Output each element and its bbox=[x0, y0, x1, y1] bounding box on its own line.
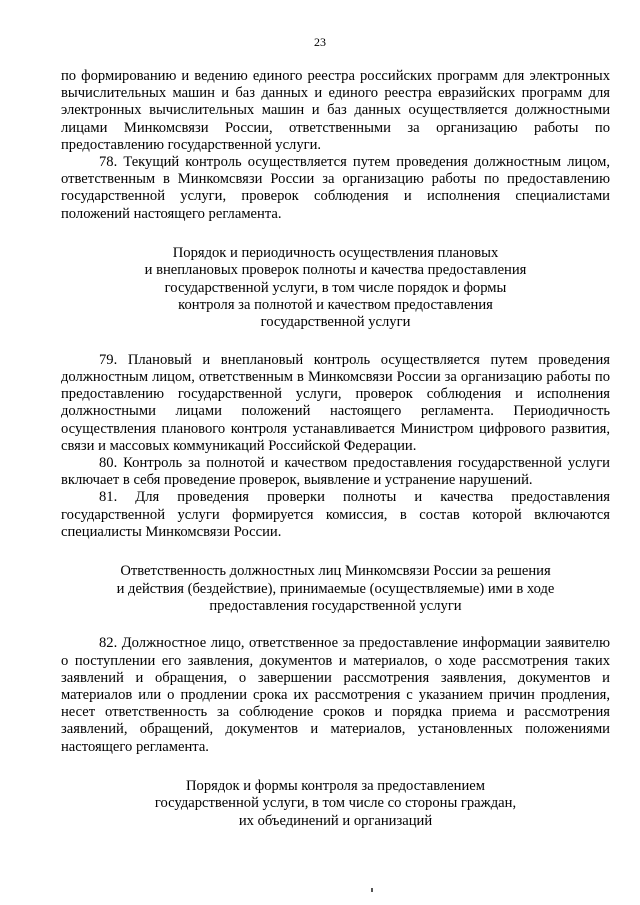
heading-line: Порядок и периодичность осуществления плановых bbox=[172, 244, 499, 261]
paragraph-81: 81. Для проведения проверки полноты и качества предоставления государственной услуги формируется комиссия, в состав которой включаются специалисты Минкомсвязи России. bbox=[61, 489, 610, 540]
section-heading-control-forms bbox=[61, 778, 610, 830]
heading-line: государственной услуги, в том числе порядок и формы bbox=[164, 279, 507, 296]
document-body bbox=[61, 68, 610, 830]
heading-line: их объединений и организаций bbox=[238, 812, 433, 829]
heading-line: предоставления государственной услуги bbox=[209, 597, 462, 614]
paragraph-80: 80. Контроль за полнотой и качеством предоставления государственной услуги включает в себя проведение проверок, выявление и устранение нарушений. bbox=[61, 455, 610, 489]
section-heading-responsibility bbox=[61, 563, 610, 615]
heading-line: и действия (бездействие), принимаемые (осуществляемые) ими в ходе bbox=[116, 580, 555, 597]
heading-line: Ответственность должностных лиц Минкомсвязи России за решения bbox=[120, 563, 551, 580]
scan-artifact bbox=[371, 888, 373, 892]
heading-line: контроля за полнотой и качеством предоставления bbox=[178, 297, 493, 314]
paragraph-78: 78. Текущий контроль осуществляется путем проведения должностным лицом, ответственным в Минкомсвязи России за организацию работы по предоставлению государственной услуги, проверок соблюдения и исполнения специалистами положений настоящего регламента. bbox=[61, 154, 610, 222]
paragraph-continuation: по формированию и ведению единого реестра российских программ для электронных вычислительных машин и баз данных и единого реестра евразийских программ для электронных вычислительных машин и баз данных осуществляется должностными лицами Минкомсвязи России, ответственными за организацию работы по предоставлению государственной услуги. bbox=[61, 68, 610, 153]
heading-line: государственной услуги, в том числе со стороны граждан, bbox=[154, 795, 517, 812]
paragraph-79: 79. Плановый и внеплановый контроль осуществляется путем проведения должностным лицом, ответственным в Минкомсвязи России за организацию работы по предоставлению государственной услуги, проверок соблюдения и исполнения должностными лицами положений настоящего регламента. Периодичность осуществления планового контроля устанавливается Министром цифрового развития, связи и массовых коммуникаций Российской Федерации. bbox=[61, 351, 610, 454]
heading-line: государственной услуги bbox=[260, 314, 411, 331]
paragraph-82: 82. Должностное лицо, ответственное за предоставление информации заявителю о поступлении его заявления, документов и материалов, о ходе рассмотрения таких заявлений и обращения, о завершении рассмотрения заявления, документов и материалов или о продлении срока их рассмотрения с указанием причин продления, несет ответственность за соблюдение сроков и порядка приема и рассмотрения заявлений, обращений, документов и материалов, установленных положениями настоящего регламента. bbox=[61, 635, 610, 755]
section-heading-planned-checks bbox=[61, 245, 610, 332]
page-number: 23 bbox=[314, 35, 326, 49]
heading-line: и внеплановых проверок полноты и качества предоставления bbox=[144, 262, 527, 279]
heading-line: Порядок и формы контроля за предоставлением bbox=[185, 777, 485, 794]
